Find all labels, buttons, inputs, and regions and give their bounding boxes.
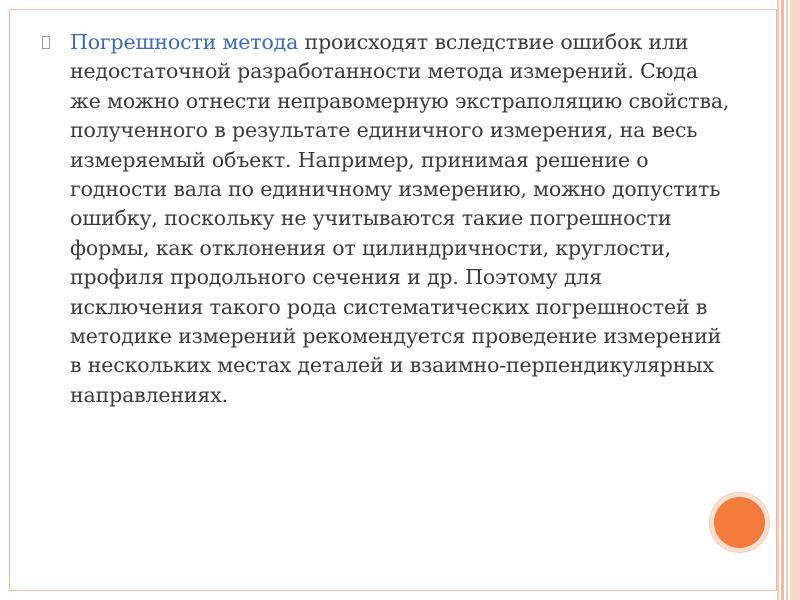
square-bullet-icon — [42, 36, 50, 49]
decorative-side-stripe — [777, 0, 800, 600]
slide-text-block — [42, 28, 732, 410]
term-highlight: Погрешности метода — [70, 30, 299, 54]
paragraph-body: происходят вследствие ошибок или недостаточной разработанности метода измерений. Сюда же можно отнести неправомерную экстраполяцию свойства, полученного в результате единичного измерения, на весь измеряемый объект. Например, принимая решение о годности вала по единичному измерению, можно допустить ошибку, поскольку не учитываются такие погрешности формы, как отклонения от цилиндричности, круглости, профиля продольного сечения и др. Поэтому для исключения такого рода систематических погрешностей в методике измерений рекомендуется проведение измерений в нескольких местах деталей и взаимно-перпендикулярных направлениях. — [70, 30, 730, 407]
slide-paragraph — [42, 28, 732, 410]
orange-circle-decoration — [714, 497, 765, 548]
